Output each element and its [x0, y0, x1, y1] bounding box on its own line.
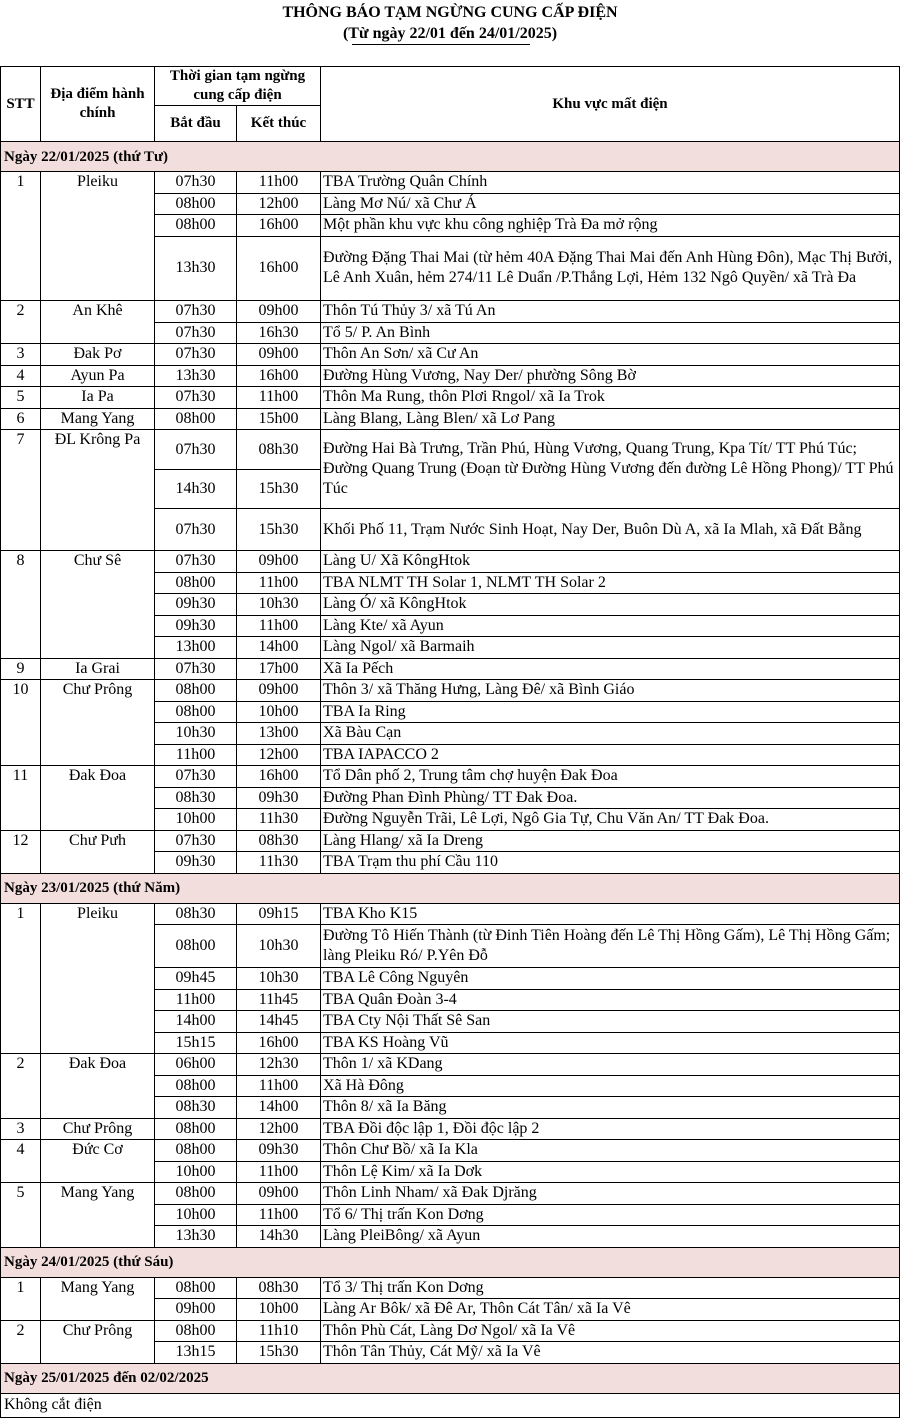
- end-time-cell: 12h00: [237, 193, 321, 215]
- location-cell: Chư Prông: [41, 1320, 155, 1363]
- outage-area-cell: Đường Phan Đình Phùng/ TT Đak Đoa.: [321, 787, 900, 809]
- start-time-cell: 14h30: [155, 470, 237, 509]
- outage-area-cell: Tổ 6/ Thị trấn Kon Dơng: [321, 1204, 900, 1226]
- end-time-cell: 15h30: [237, 509, 321, 551]
- col-header-location: Địa điểm hành chính: [41, 67, 155, 142]
- table-row: [1, 365, 900, 387]
- location-cell: Đức Cơ: [41, 1140, 155, 1183]
- start-time-cell: 09h30: [155, 615, 237, 637]
- location-cell: Đak Pơ: [41, 344, 155, 366]
- end-time-cell: 11h10: [237, 1320, 321, 1342]
- outage-area-cell: Xã Ia Pếch: [321, 658, 900, 680]
- outage-area-cell: Làng PleiBông/ xã Ayun: [321, 1226, 900, 1248]
- location-cell: Pleiku: [41, 903, 155, 1054]
- start-time-cell: 08h00: [155, 1140, 237, 1162]
- outage-area-cell: Đường Hai Bà Trưng, Trần Phú, Hùng Vương, Quang Trung, Kpa Tít/ TT Phú Túc; Đường Quang Trung (Đoạn từ Đường Hùng Vương đến đường Lê Hồng Phong)/ TT Phú Túc: [321, 430, 900, 509]
- end-time-cell: 11h30: [237, 809, 321, 831]
- end-time-cell: 14h00: [237, 1097, 321, 1119]
- location-cell: Chư Prông: [41, 680, 155, 766]
- outage-area-cell: Thôn Tân Thủy, Cát Mỹ/ xã Ia Vê: [321, 1342, 900, 1364]
- location-cell: Đak Đoa: [41, 766, 155, 831]
- day-header-row: [1, 142, 900, 172]
- table-row: [1, 766, 900, 788]
- start-time-cell: 08h30: [155, 787, 237, 809]
- end-time-cell: 10h30: [237, 968, 321, 990]
- start-time-cell: 07h30: [155, 430, 237, 470]
- day-label: Ngày 23/01/2025 (thứ Năm): [1, 873, 900, 903]
- start-time-cell: 08h30: [155, 1097, 237, 1119]
- stt-cell: 5: [1, 1183, 41, 1248]
- end-time-cell: 09h00: [237, 551, 321, 573]
- outage-area-cell: Làng Blang, Làng Blen/ xã Lơ Pang: [321, 408, 900, 430]
- col-header-end: Kết thúc: [237, 106, 321, 142]
- start-time-cell: 10h00: [155, 1204, 237, 1226]
- start-time-cell: 08h30: [155, 903, 237, 925]
- end-time-cell: 10h30: [237, 594, 321, 616]
- end-time-cell: 11h00: [237, 172, 321, 194]
- end-time-cell: 12h00: [237, 744, 321, 766]
- table-row: [1, 172, 900, 194]
- location-cell: Ayun Pa: [41, 365, 155, 387]
- table-row: [1, 1320, 900, 1342]
- outage-area-cell: Một phần khu vực khu công nghiệp Trà Đa mở rộng: [321, 215, 900, 237]
- outage-area-cell: Đường Nguyễn Trãi, Lê Lợi, Ngô Gia Tự, Chu Văn An/ TT Đak Đoa.: [321, 809, 900, 831]
- outage-area-cell: Làng Mơ Nú/ xã Chư Á: [321, 193, 900, 215]
- start-time-cell: 10h00: [155, 809, 237, 831]
- outage-area-cell: TBA Lê Công Nguyên: [321, 968, 900, 990]
- end-time-cell: 09h00: [237, 344, 321, 366]
- outage-area-cell: Thôn Tú Thủy 3/ xã Tú An: [321, 301, 900, 323]
- end-time-cell: 14h30: [237, 1226, 321, 1248]
- outage-area-cell: Thôn 1/ xã KDang: [321, 1054, 900, 1076]
- outage-area-cell: Tổ Dân phố 2, Trung tâm chợ huyện Đak Đoa: [321, 766, 900, 788]
- start-time-cell: 07h30: [155, 830, 237, 852]
- end-time-cell: 09h00: [237, 1183, 321, 1205]
- start-time-cell: 14h00: [155, 1011, 237, 1033]
- table-row: [1, 344, 900, 366]
- day-header-row: [1, 1247, 900, 1277]
- outage-area-cell: TBA Cty Nội Thất Sê San: [321, 1011, 900, 1033]
- end-time-cell: 08h30: [237, 1277, 321, 1299]
- end-time-cell: 11h00: [237, 572, 321, 594]
- day-label: Ngày 22/01/2025 (thứ Tư): [1, 142, 900, 172]
- outage-area-cell: Khối Phố 11, Trạm Nước Sinh Hoạt, Nay Der, Buôn Dù A, xã Ia Mlah, xã Đất Bằng: [321, 509, 900, 551]
- start-time-cell: 08h00: [155, 680, 237, 702]
- end-time-cell: 09h15: [237, 903, 321, 925]
- day-label: Ngày 25/01/2025 đến 02/02/2025: [1, 1363, 900, 1393]
- end-time-cell: 14h00: [237, 637, 321, 659]
- location-cell: Đak Đoa: [41, 1054, 155, 1119]
- table-row: [1, 387, 900, 409]
- stt-cell: 1: [1, 1277, 41, 1320]
- start-time-cell: 08h00: [155, 1320, 237, 1342]
- start-time-cell: 07h30: [155, 766, 237, 788]
- table-row: [1, 658, 900, 680]
- start-time-cell: 09h00: [155, 1299, 237, 1321]
- location-cell: ĐL Krông Pa: [41, 430, 155, 551]
- outage-area-cell: Đường Hùng Vương, Nay Der/ phường Sông Bờ: [321, 365, 900, 387]
- start-time-cell: 11h00: [155, 989, 237, 1011]
- document-subtitle: (Từ ngày 22/01 đến 24/01/2025): [342, 25, 558, 42]
- start-time-cell: 10h00: [155, 1161, 237, 1183]
- outage-area-cell: TBA Kho K15: [321, 903, 900, 925]
- outage-area-cell: Thôn Ma Rung, thôn Plơi Rngol/ xã Ia Trok: [321, 387, 900, 409]
- start-time-cell: 07h30: [155, 172, 237, 194]
- end-time-cell: 10h00: [237, 1299, 321, 1321]
- location-cell: Ia Grai: [41, 658, 155, 680]
- start-time-cell: 08h00: [155, 925, 237, 968]
- start-time-cell: 08h00: [155, 215, 237, 237]
- end-time-cell: 10h00: [237, 701, 321, 723]
- document-header: [0, 0, 900, 66]
- start-time-cell: 15h15: [155, 1032, 237, 1054]
- end-time-cell: 08h30: [237, 830, 321, 852]
- stt-cell: 3: [1, 344, 41, 366]
- stt-cell: 8: [1, 551, 41, 659]
- end-time-cell: 16h00: [237, 215, 321, 237]
- start-time-cell: 08h00: [155, 572, 237, 594]
- end-time-cell: 16h00: [237, 1032, 321, 1054]
- end-time-cell: 13h00: [237, 723, 321, 745]
- outage-area-cell: TBA Trường Quân Chính: [321, 172, 900, 194]
- outage-area-cell: Thôn Chư Bồ/ xã Ia Kla: [321, 1140, 900, 1162]
- start-time-cell: 07h30: [155, 509, 237, 551]
- start-time-cell: 10h30: [155, 723, 237, 745]
- start-time-cell: 06h00: [155, 1054, 237, 1076]
- end-time-cell: 11h30: [237, 852, 321, 874]
- table-row: [1, 551, 900, 573]
- location-cell: Mang Yang: [41, 1277, 155, 1320]
- outage-area-cell: Thôn An Sơn/ xã Cư An: [321, 344, 900, 366]
- end-time-cell: 16h00: [237, 766, 321, 788]
- table-row: [1, 903, 900, 925]
- outage-area-cell: TBA Đồi độc lập 1, Đồi độc lập 2: [321, 1118, 900, 1140]
- outage-area-cell: Thôn Linh Nham/ xã Đak Djrăng: [321, 1183, 900, 1205]
- outage-area-cell: Thôn Lệ Kim/ xã Ia Dơk: [321, 1161, 900, 1183]
- start-time-cell: 11h00: [155, 744, 237, 766]
- end-time-cell: 09h30: [237, 1140, 321, 1162]
- end-time-cell: 11h00: [237, 1075, 321, 1097]
- stt-cell: 9: [1, 658, 41, 680]
- stt-cell: 10: [1, 680, 41, 766]
- start-time-cell: 08h00: [155, 1075, 237, 1097]
- outage-area-cell: TBA Ia Ring: [321, 701, 900, 723]
- end-time-cell: 16h30: [237, 322, 321, 344]
- start-time-cell: 09h30: [155, 594, 237, 616]
- start-time-cell: 09h45: [155, 968, 237, 990]
- start-time-cell: 07h30: [155, 387, 237, 409]
- start-time-cell: 13h15: [155, 1342, 237, 1364]
- day-label: Ngày 24/01/2025 (thứ Sáu): [1, 1247, 900, 1277]
- end-time-cell: 16h00: [237, 365, 321, 387]
- start-time-cell: 08h00: [155, 408, 237, 430]
- stt-cell: 11: [1, 766, 41, 831]
- start-time-cell: 07h30: [155, 551, 237, 573]
- stt-cell: 3: [1, 1118, 41, 1140]
- stt-cell: 5: [1, 387, 41, 409]
- end-time-cell: 14h45: [237, 1011, 321, 1033]
- col-header-time: Thời gian tạm ngừng cung cấp điện: [155, 67, 321, 106]
- stt-cell: 7: [1, 430, 41, 551]
- outage-area-cell: Làng Ar Bôk/ xã Đê Ar, Thôn Cát Tân/ xã Ia Vê: [321, 1299, 900, 1321]
- start-time-cell: 13h30: [155, 365, 237, 387]
- col-header-stt: STT: [1, 67, 41, 142]
- start-time-cell: 07h30: [155, 344, 237, 366]
- col-header-area: Khu vực mất điện: [321, 67, 900, 142]
- start-time-cell: 08h00: [155, 193, 237, 215]
- outage-area-cell: TBA IAPACCO 2: [321, 744, 900, 766]
- table-row: [1, 301, 900, 323]
- table-row: [1, 430, 900, 470]
- stt-cell: 1: [1, 172, 41, 301]
- document-title: THÔNG BÁO TẠM NGỪNG CUNG CẤP ĐIỆN: [282, 4, 618, 21]
- end-time-cell: 11h00: [237, 1204, 321, 1226]
- location-cell: Chư Prông: [41, 1118, 155, 1140]
- start-time-cell: 08h00: [155, 701, 237, 723]
- end-time-cell: 11h45: [237, 989, 321, 1011]
- end-time-cell: 11h00: [237, 1161, 321, 1183]
- stt-cell: 4: [1, 1140, 41, 1183]
- outage-area-cell: Thôn 3/ xã Thăng Hưng, Làng Đê/ xã Bình Giáo: [321, 680, 900, 702]
- end-time-cell: 09h00: [237, 301, 321, 323]
- no-outage-note: Không cắt điện: [1, 1393, 900, 1417]
- stt-cell: 1: [1, 903, 41, 1054]
- stt-cell: 12: [1, 830, 41, 873]
- start-time-cell: 08h00: [155, 1277, 237, 1299]
- end-time-cell: 09h30: [237, 787, 321, 809]
- table-body: [1, 142, 900, 1418]
- end-time-cell: 08h30: [237, 430, 321, 470]
- outage-area-cell: Đường Đặng Thai Mai (từ hẻm 40A Đặng Thai Mai đến Anh Hùng Đôn), Mạc Thị Bưởi, Lê Anh Xuân, hẻm 274/11 Lê Duẩn /P.Thắng Lợi, Hẻm 132 Ngô Quyền/ xã Trà Đa: [321, 236, 900, 301]
- outage-area-cell: Xã Bàu Cạn: [321, 723, 900, 745]
- stt-cell: 2: [1, 1054, 41, 1119]
- stt-cell: 6: [1, 408, 41, 430]
- stt-cell: 2: [1, 1320, 41, 1363]
- period-header-row: [1, 1363, 900, 1393]
- start-time-cell: 08h00: [155, 1118, 237, 1140]
- outage-area-cell: Làng Ó/ xã KôngHtok: [321, 594, 900, 616]
- day-header-row: [1, 873, 900, 903]
- table-row: [1, 680, 900, 702]
- table-row: [1, 408, 900, 430]
- outage-area-cell: TBA KS Hoàng Vũ: [321, 1032, 900, 1054]
- outage-area-cell: TBA Trạm thu phí Cầu 110: [321, 852, 900, 874]
- end-time-cell: 11h00: [237, 387, 321, 409]
- table-row: [1, 1140, 900, 1162]
- end-time-cell: 09h00: [237, 680, 321, 702]
- start-time-cell: 07h30: [155, 301, 237, 323]
- table-row: [1, 1118, 900, 1140]
- outage-area-cell: Thôn 8/ xã Ia Băng: [321, 1097, 900, 1119]
- end-time-cell: 15h00: [237, 408, 321, 430]
- outage-area-cell: Thôn Phù Cát, Làng Dơ Ngol/ xã Ia Vê: [321, 1320, 900, 1342]
- outage-area-cell: Đường Tô Hiến Thành (từ Đinh Tiên Hoàng đến Lê Thị Hồng Gấm), Lê Thị Hồng Gấm; làng Pleiku Ró/ P.Yên Đỗ: [321, 925, 900, 968]
- end-time-cell: 15h30: [237, 1342, 321, 1364]
- location-cell: Mang Yang: [41, 1183, 155, 1248]
- outage-area-cell: Làng Ngol/ xã Barmaih: [321, 637, 900, 659]
- subtitle-underline: [352, 44, 530, 45]
- table-row: [1, 1054, 900, 1076]
- outage-area-cell: Xã Hà Đông: [321, 1075, 900, 1097]
- end-time-cell: 17h00: [237, 658, 321, 680]
- location-cell: Chư Sê: [41, 551, 155, 659]
- location-cell: Mang Yang: [41, 408, 155, 430]
- outage-table: [0, 66, 900, 1418]
- start-time-cell: 07h30: [155, 322, 237, 344]
- outage-area-cell: Tổ 3/ Thị trấn Kon Dơng: [321, 1277, 900, 1299]
- start-time-cell: 13h00: [155, 637, 237, 659]
- outage-area-cell: Làng Kte/ xã Ayun: [321, 615, 900, 637]
- end-time-cell: 10h30: [237, 925, 321, 968]
- col-header-start: Bắt đầu: [155, 106, 237, 142]
- location-cell: An Khê: [41, 301, 155, 344]
- table-row: [1, 830, 900, 852]
- stt-cell: 4: [1, 365, 41, 387]
- table-row: [1, 1277, 900, 1299]
- start-time-cell: 13h30: [155, 236, 237, 301]
- end-time-cell: 12h00: [237, 1118, 321, 1140]
- start-time-cell: 09h30: [155, 852, 237, 874]
- end-time-cell: 16h00: [237, 236, 321, 301]
- location-cell: Pleiku: [41, 172, 155, 301]
- outage-area-cell: Làng Hlang/ xã Ia Dreng: [321, 830, 900, 852]
- end-time-cell: 15h30: [237, 470, 321, 509]
- start-time-cell: 07h30: [155, 658, 237, 680]
- table-row: [1, 1183, 900, 1205]
- start-time-cell: 13h30: [155, 1226, 237, 1248]
- outage-area-cell: TBA Quân Đoàn 3-4: [321, 989, 900, 1011]
- location-cell: Chư Pưh: [41, 830, 155, 873]
- outage-area-cell: Tổ 5/ P. An Bình: [321, 322, 900, 344]
- start-time-cell: 08h00: [155, 1183, 237, 1205]
- location-cell: Ia Pa: [41, 387, 155, 409]
- no-outage-row: [1, 1393, 900, 1417]
- outage-area-cell: Làng U/ Xã KôngHtok: [321, 551, 900, 573]
- outage-area-cell: TBA NLMT TH Solar 1, NLMT TH Solar 2: [321, 572, 900, 594]
- end-time-cell: 12h30: [237, 1054, 321, 1076]
- stt-cell: 2: [1, 301, 41, 344]
- end-time-cell: 11h00: [237, 615, 321, 637]
